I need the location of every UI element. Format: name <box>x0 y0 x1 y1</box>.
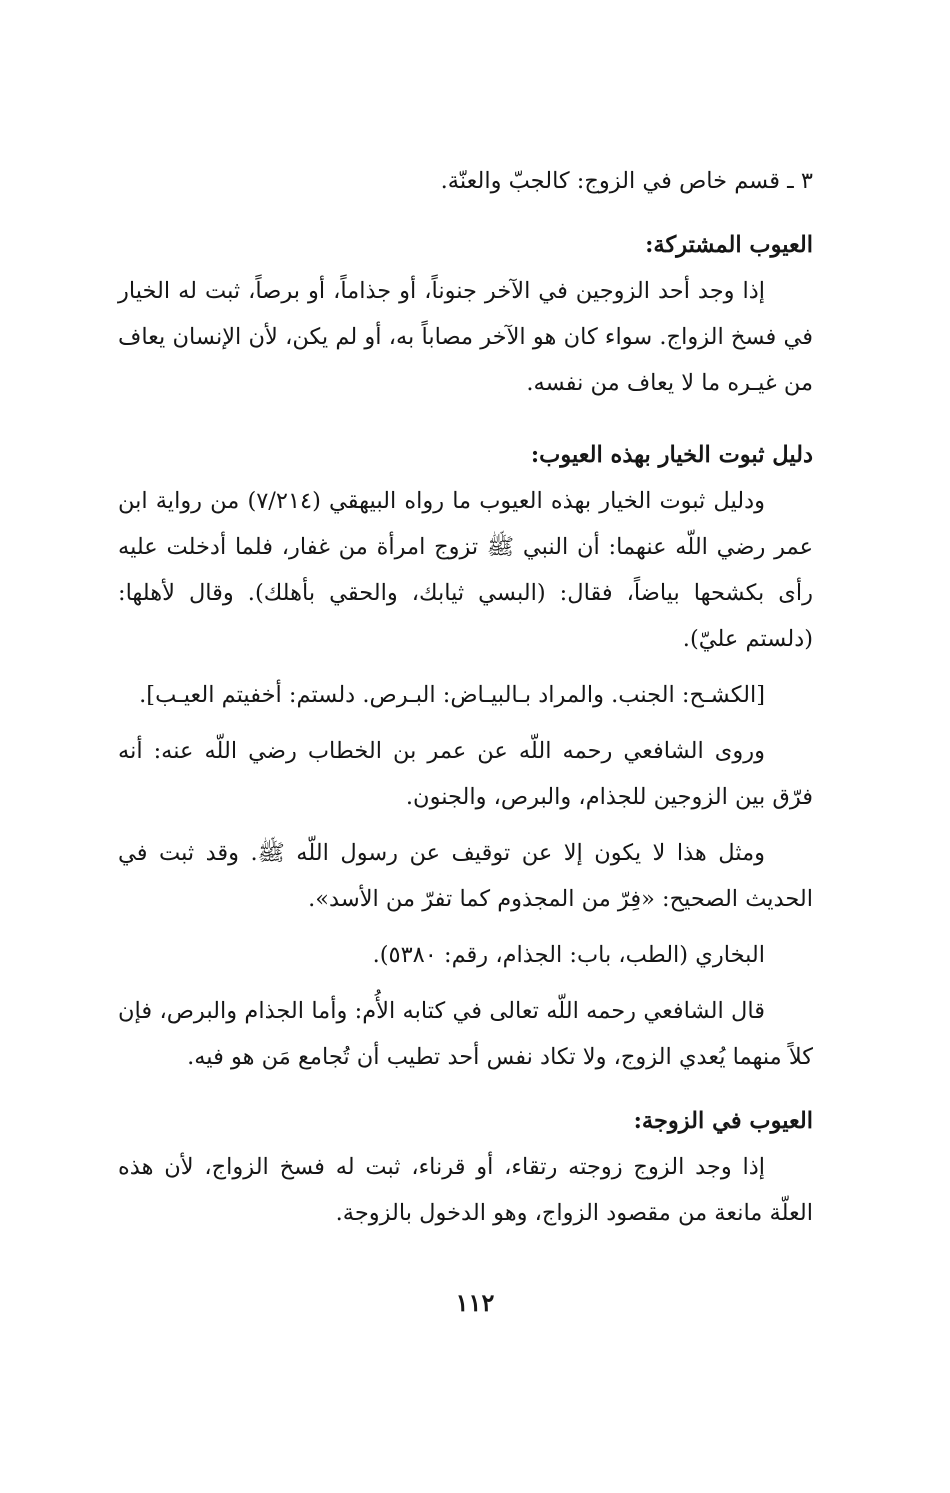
page-content <box>118 158 813 1236</box>
wife-defects-heading: العيوب في الزوجة: <box>633 1108 813 1134</box>
shafii-narration-paragraph: وروى الشافعي رحمه اللّه عن عمر بن الخطاب رضي اللّه عنه: أنه فرّق بين الزوجين للجذام، والبرص، والجنون. <box>118 738 813 810</box>
common-defects-heading: العيوب المشتركة: <box>645 232 813 258</box>
evidence-heading: دليل ثبوت الخيار بهذه العيوب: <box>530 442 813 468</box>
page-number: ١١٢ <box>455 1288 495 1317</box>
wife-defects-paragraph: إذا وجد الزوج زوجته رتقاء، أو قرناء، ثبت له فسخ الزواج، لأن هذه العلّة مانعة من مقصود الزواج، وهو الدخول بالزوجة. <box>118 1154 813 1226</box>
bukhari-reference: البخاري (الطب، باب: الجذام، رقم: ٥٣٨٠). <box>372 942 765 968</box>
tawqif-paragraph: ومثل هذا لا يكون إلا عن توقيف عن رسول اللّه ﷺ. وقد ثبت في الحديث الصحيح: «فِرّ من المجذوم كما تفرّ من الأسد». <box>118 840 813 912</box>
common-defects-paragraph: إذا وجد أحد الزوجين في الآخر جنوناً، أو جذاماً، أو برصاً، ثبت له الخيار في فسخ الزواج. سواء كان هو الآخر مصاباً به، أو لم يكن، لأن الإنسان يعاف من غيـره ما لا يعاف من نفسه. <box>118 278 813 396</box>
section-3-line: ٣ ـ قسم خاص في الزوج: كالجبّ والعنّة. <box>440 168 813 194</box>
umm-quote-paragraph: قال الشافعي رحمه اللّه تعالى في كتابه الأُم: وأما الجذام والبرص، فإن كلاً منهما يُعدي الزوج، ولا تكاد نفس أحد تطيب أن تُجامع مَن هو فيه. <box>118 998 813 1070</box>
gloss-paragraph: [الكشـح: الجنب. والمراد بـالبيـاض: البـرص. دلستم: أخفيتم العيـب]. <box>139 682 765 708</box>
evidence-paragraph: ودليل ثبوت الخيار بهذه العيوب ما رواه البيهقي (٧/٢١٤) من رواية ابن عمر رضي اللّه عنهما: أن النبي ﷺ تزوج امرأة من غفار، فلما أدخلت عليه رأى بكشحها بياضاً، فقال: (البسي ثيابك، والحقي بأهلك). وقال لأهلها: (دلستم عليّ). <box>118 488 813 652</box>
